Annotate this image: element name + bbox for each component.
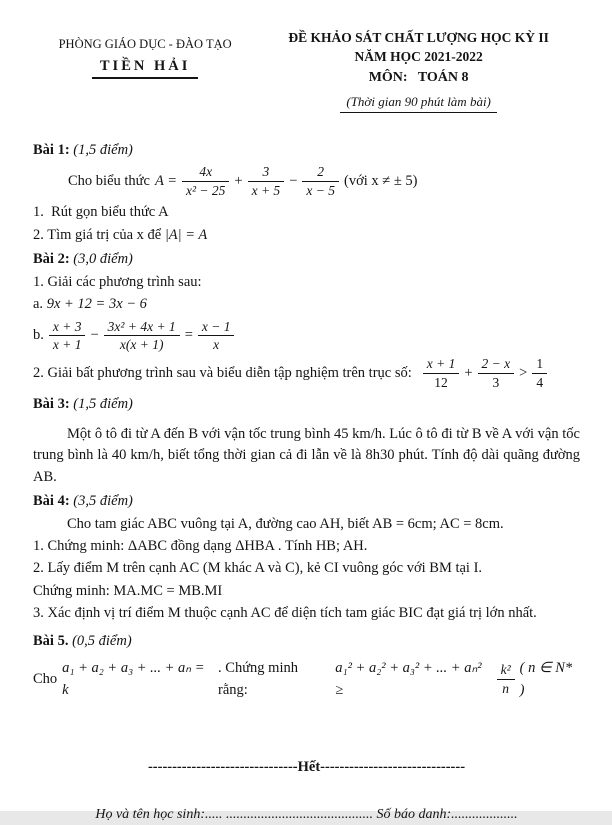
operator: = [184, 327, 193, 344]
item-text: 2. Giải bất phương trình sau và biểu diễn tập nghiệm trên trục số: [33, 365, 412, 382]
fraction-numerator: x + 1 [423, 356, 460, 374]
document-header [33, 30, 580, 113]
item-label: b. [33, 327, 44, 344]
formula-intro: Cho biểu thức [68, 173, 150, 190]
problem-1-label: Bài 1: [33, 142, 70, 158]
operator: − [289, 173, 298, 190]
problem-1 [33, 140, 580, 246]
issuing-authority-block [33, 30, 257, 113]
problem-4-item-2: 2. Lấy điểm M trên cạnh AC (M khác A và C), kẻ CI vuông góc với BM tại I. [33, 560, 483, 577]
problem-4-label: Bài 4: [33, 493, 70, 510]
item-text: 2. Tìm giá trị của x để [33, 226, 162, 243]
problem-4-item-2b: Chứng minh: MA.MC = MB.MI [33, 582, 223, 599]
fraction-numerator: 3 [248, 164, 285, 182]
fraction [423, 356, 460, 391]
fraction-numerator: 2 − x [478, 356, 515, 374]
problem-5-label: Bài 5. [33, 632, 69, 649]
fraction-numerator: x + 3 [49, 319, 86, 337]
problem-3 [33, 394, 580, 488]
problem-2-item-1: 1. Giải các phương trình sau: [33, 273, 202, 290]
problem-2-item-a [33, 294, 580, 315]
statement-pre: Cho [33, 670, 58, 687]
problem-2-points: (3,0 điểm) [73, 251, 133, 268]
operator: > [519, 365, 528, 382]
department-name: PHÒNG GIÁO DỤC - ĐÀO TẠO [58, 37, 232, 51]
fraction [248, 164, 285, 199]
problem-4 [33, 491, 580, 625]
fraction-denominator: n [502, 681, 509, 697]
fraction-denominator: x + 1 [52, 337, 82, 353]
fraction-denominator: 12 [434, 375, 448, 391]
subject-line: MÔN: TOÁN 8 [368, 70, 469, 85]
operator: + [234, 173, 243, 190]
squares-expression: a₁² + a₂² + a₃² + ... + aₙ² ≥ [335, 660, 482, 698]
fraction-denominator: x² − 25 [185, 183, 226, 199]
fraction [497, 662, 515, 697]
fraction-numerator: 1 [532, 356, 547, 374]
fraction [532, 356, 547, 391]
problem-2-label: Bài 2: [33, 251, 70, 268]
problem-1-item-1: 1. Rút gọn biểu thức A [33, 204, 169, 221]
statement-tail: ( n ∈ N* ) [519, 660, 573, 698]
item-math: |A| = A [164, 226, 208, 243]
fraction-denominator: x − 5 [306, 183, 335, 199]
problem-2-item-b [33, 319, 580, 354]
problem-3-label: Bài 3: [33, 396, 70, 413]
fraction-numerator: 2 [302, 164, 339, 182]
school-year: NĂM HỌC 2021-2022 [354, 49, 483, 64]
statement-mid: . Chứng minh rằng: [218, 660, 298, 698]
fraction [478, 356, 515, 391]
fraction [182, 164, 229, 199]
fraction-denominator: x [213, 337, 220, 353]
student-info-line: Họ và tên học sinh:..... .......................................... Số báo danh:................... [95, 806, 518, 822]
problem-5 [33, 631, 580, 701]
problem-3-points: (1,5 điểm) [73, 396, 133, 413]
problem-4-item-1: 1. Chứng minh: ΔABC đồng dạng ΔHBA . Tính HB; AH. [33, 537, 368, 554]
formula-condition: (với x ≠ ± 5) [343, 173, 418, 190]
operator: + [464, 365, 473, 382]
fraction-numerator: 4x [182, 164, 229, 182]
fraction [49, 319, 86, 354]
problem-1-formula [33, 164, 580, 199]
problem-5-points: (0,5 điểm) [72, 632, 132, 649]
problem-4-points: (3,5 điểm) [73, 493, 133, 510]
problem-4-item-3: 3. Xác định vị trí điểm M thuộc cạnh AC để diện tích tam giác BIC đạt giá trị lớn nhất. [33, 605, 537, 622]
fraction-numerator: 3x² + 4x + 1 [104, 319, 180, 337]
problem-2-heading [33, 249, 580, 270]
problem-5-statement [33, 658, 580, 701]
fraction [198, 319, 235, 354]
district-name-wrap [33, 57, 257, 79]
problem-4-heading [33, 491, 580, 512]
fraction-numerator: x − 1 [198, 319, 235, 337]
sum-equation: a₁ + a₂ + a₃ + ... + aₙ = k [62, 660, 205, 698]
fraction [302, 164, 339, 199]
item-label: a. [33, 296, 44, 313]
fraction [104, 319, 180, 354]
problem-2 [33, 249, 580, 391]
fraction-numerator: k² [497, 662, 515, 680]
formula-lhs: A = [154, 173, 177, 190]
fraction-denominator: x + 5 [251, 183, 281, 199]
duration-note: (Thời gian 90 phút làm bài) [340, 94, 497, 113]
problem-2-item-2 [33, 356, 580, 391]
fraction-denominator: 4 [536, 375, 544, 391]
problem-1-points: (1,5 điểm) [73, 142, 133, 158]
fraction-denominator: 3 [492, 375, 500, 391]
end-of-exam-line: -------------------------------Hết------------------------------ [147, 759, 466, 776]
problem-1-heading [33, 140, 580, 161]
problem-3-heading [33, 394, 580, 415]
exam-title-block [257, 30, 580, 113]
equation: 9x + 12 = 3x − 6 [46, 296, 147, 313]
operator: − [90, 327, 99, 344]
exam-body [33, 140, 580, 825]
fraction-denominator: x(x + 1) [119, 337, 164, 353]
problem-1-item-2 [33, 225, 580, 246]
duration-wrap [257, 93, 580, 113]
problem-5-heading [33, 631, 580, 652]
problem-3-text: Một ô tô đi từ A đến B với vận tốc trung bình 45 km/h. Lúc ô tô đi từ B về A với vận tốc trung bình là 40 km/h, biết tổng thời gian cả đi lẫn về là 8h30 phút. Tính độ dài quãng đường AB. [33, 425, 580, 485]
problem-4-intro: Cho tam giác ABC vuông tại A, đường cao AH, biết AB = 6cm; AC = 8cm. [67, 515, 504, 532]
district-name: TIỀN HẢI [92, 58, 198, 79]
exam-title: ĐỀ KHẢO SÁT CHẤT LƯỢNG HỌC KỲ II [288, 30, 549, 45]
